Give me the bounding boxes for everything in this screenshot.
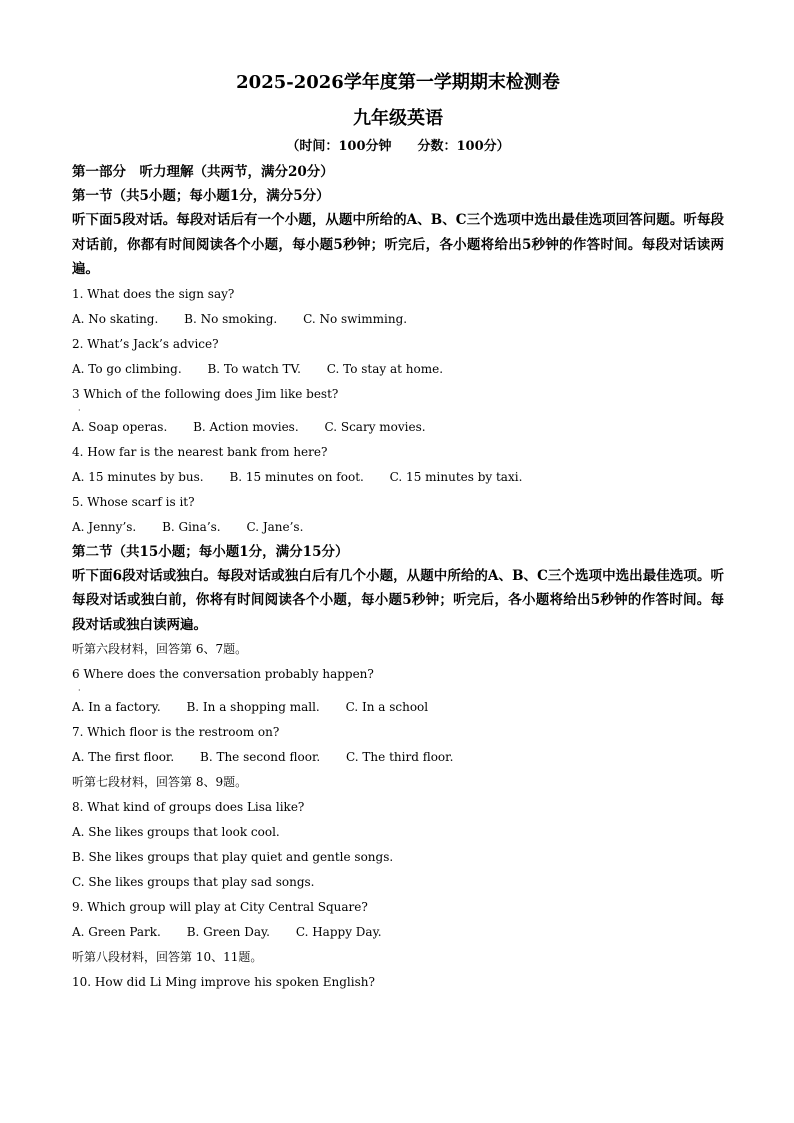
option-c: C. 15 minutes by taxi.: [389, 469, 523, 484]
option-c: C. Jane’s.: [246, 519, 304, 534]
question-7: 7. Which floor is the restroom on?: [72, 725, 280, 739]
question-9: 9. Which group will play at City Central Square?: [72, 900, 368, 914]
option-c: C. She likes groups that play sad songs.: [72, 875, 315, 889]
option-c: C. No swimming.: [303, 311, 408, 326]
option-b: B. To watch TV.: [207, 361, 301, 376]
dot-mark: ·: [78, 405, 81, 415]
question-1-options: [72, 307, 724, 332]
option-c: C. To stay at home.: [326, 361, 444, 376]
option-b: B. The second floor.: [200, 750, 321, 764]
question-6-options: [72, 695, 724, 720]
question-4-options: [72, 465, 724, 490]
section2-instruction: 听下面6段对话或独白。每段对话或独白后有几个小题，从题中所给的A、B、C三个选项中选出最佳选项。听每段对话或独白前，你将有时间阅读各个小题，每小题5秒钟；听完后，各小题将给出5秒钟的作答时间。每段对话或独白读两遍。: [72, 567, 724, 633]
question-3: 3 Which of the following does Jim like best?: [72, 386, 339, 401]
option-b: B. 15 minutes on foot.: [229, 469, 364, 484]
option-a: A. Jenny’s.: [72, 519, 137, 534]
question-2: 2. What’s Jack’s advice?: [72, 336, 219, 351]
question-3-options: [72, 415, 724, 440]
section1-title: 第一节（共5小题；每小题1分，满分5分）: [72, 188, 330, 204]
question-2-options: [72, 357, 724, 382]
option-c: C. Scary movies.: [324, 419, 426, 434]
material-7-note: 听第七段材料，回答第 8、9题。: [72, 775, 248, 789]
dot-mark: ·: [78, 686, 81, 695]
option-a: A. 15 minutes by bus.: [72, 469, 204, 484]
option-a: A. The first floor.: [72, 750, 175, 764]
option-a: A. Soap operas.: [72, 419, 168, 434]
question-10: 10. How did Li Ming improve his spoken English?: [72, 975, 375, 989]
option-a: A. She likes groups that look cool.: [72, 825, 280, 839]
question-5: 5. Whose scarf is it?: [72, 494, 195, 509]
part1-title: 第一部分 听力理解（共两节，满分20分）: [72, 164, 334, 180]
question-8: 8. What kind of groups does Lisa like?: [72, 800, 305, 814]
option-c: C. In a school: [345, 700, 429, 714]
option-a: A. In a factory.: [72, 700, 161, 714]
question-4: 4. How far is the nearest bank from here?: [72, 444, 328, 459]
option-b: B. In a shopping mall.: [186, 700, 320, 714]
question-5-options: [72, 515, 724, 540]
option-a: A. Green Park.: [72, 925, 161, 939]
option-b: B. Action movies.: [193, 419, 299, 434]
option-b: B. No smoking.: [184, 311, 278, 326]
option-a: A. To go climbing.: [72, 361, 182, 376]
question-9-options: [72, 920, 724, 945]
option-c: C. Happy Day.: [295, 925, 382, 939]
option-c: C. The third floor.: [346, 750, 454, 764]
question-6: 6 Where does the conversation probably happen?: [72, 667, 374, 681]
material-6-note: 听第六段材料，回答第 6、7题。: [72, 642, 248, 656]
section1-instruction: 听下面5段对话。每段对话后有一个小题，从题中所给的A、B、C三个选项中选出最佳选项回答问题。听每段对话前，你都有时间阅读各个小题，每小题5秒钟；听完后，各小题将给出5秒钟的作答时间。每段对话读两遍。: [72, 212, 724, 277]
option-a: A. No skating.: [72, 311, 159, 326]
option-b: B. She likes groups that play quiet and gentle songs.: [72, 850, 394, 864]
option-b: B. Gina’s.: [162, 519, 221, 534]
question-7-options: [72, 745, 724, 770]
exam-page: [72, 70, 724, 995]
exam-meta: （时间：100分钟 分数：100分）: [286, 139, 510, 154]
option-b: B. Green Day.: [186, 925, 270, 939]
exam-title: 2025-2026学年度第一学期期末检测卷: [236, 72, 560, 93]
question-1: 1. What does the sign say?: [72, 286, 235, 301]
exam-subtitle: 九年级英语: [353, 108, 443, 129]
section2-title: 第二节（共15小题；每小题1分，满分15分）: [72, 543, 349, 560]
material-8-note: 听第八段材料，回答第 10、11题。: [72, 950, 263, 964]
